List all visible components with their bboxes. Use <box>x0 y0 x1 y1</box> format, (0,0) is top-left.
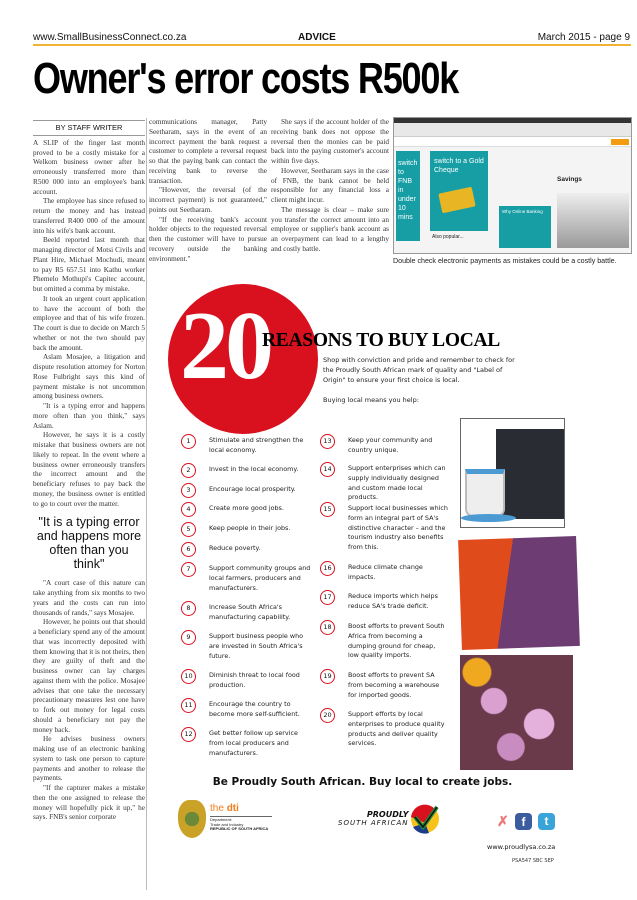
reason-item <box>181 504 311 517</box>
reason-item <box>181 603 311 623</box>
facebook-icon[interactable]: f <box>515 813 532 830</box>
reason-item <box>320 710 448 749</box>
reason-number-badge: 18 <box>320 620 335 635</box>
reason-number-badge: 8 <box>181 601 196 616</box>
article-paragraph: It took an urgent court application to have the account of both the employee and that of his wife frozen. The court is due to decide on March 5 whether or not the two should pay back the amount. <box>33 294 145 352</box>
reason-number-badge: 15 <box>320 502 335 517</box>
reason-number-badge: 3 <box>181 483 196 498</box>
reason-item <box>181 436 311 456</box>
reason-text: Reduce poverty. <box>209 544 261 552</box>
article-paragraph: communications manager, Patty Seetharam, says in the event of an incorrect payment the bank request a customer to complete a reversal request so that the paying bank can contact the receiving bank to reverse the transaction. <box>149 118 267 185</box>
reason-number-badge: 6 <box>181 542 196 557</box>
reason-item <box>181 544 311 557</box>
reason-number-badge: 11 <box>181 698 196 713</box>
ribbon-icon[interactable]: ✗ <box>497 815 509 830</box>
twitter-icon[interactable]: t <box>538 813 555 830</box>
article-paragraph: The message is clear – make sure you transfer the correct amount into an employee or supplier's bank account as an overpayment can lead to a lengthy and costly battle. <box>271 205 389 253</box>
article-photo-banking-website: switch to FNB in under 10 mins switch to a Gold Cheque Also popular... Why Online Banking Savings <box>393 117 632 254</box>
reason-item <box>181 671 311 691</box>
ad-code: PSA547 SBC SEP <box>512 858 554 864</box>
article-paragraph: She says if the account holder of the receiving bank does not oppose the reversal then the monies can be paid back into the paying customer's account within five days. <box>271 118 389 165</box>
article-paragraph: Beeld reported last month that managing director of Motsi Civils and Plant Hire, Michael Mochudi, meant to pay R5 657.51 into Kathu worker Phemelo Mothupi's Capitec account, but omitted a comma by mistake. <box>33 236 145 293</box>
reason-item <box>181 485 311 498</box>
article-paragraph: "A court case of this nature can take anything from six months to two years and the costs can run into thousands of rands," says Mosajee. <box>33 579 145 617</box>
big-number: 20 <box>180 292 270 400</box>
fnb-banner: switch to FNB in under 10 mins <box>396 151 420 241</box>
issue-page: March 2015 - page 9 <box>537 32 630 43</box>
reason-text: Reduce imports which helps reduce SA's trade deficit. <box>348 592 438 610</box>
article-paragraph: Aslam Mosajee, a litigation and dispute resolution attorney for Norton Rose Fulbright says this kind of payment mistake is not uncommon among business owners. <box>33 353 145 401</box>
article-paragraph: "However, the reversal (of the incorrect payment) is not guaranteed," points out Seetharam. <box>149 186 267 214</box>
reason-text: Boost efforts to prevent SA from becoming a warehouse for imported goods. <box>348 671 440 699</box>
reason-item <box>181 700 311 720</box>
reason-number-badge: 5 <box>181 522 196 537</box>
section-label: ADVICE <box>298 32 336 43</box>
photo-caption: Double check electronic payments as mistakes could be a costly battle. <box>393 257 617 265</box>
reason-number-badge: 19 <box>320 669 335 684</box>
article-paragraph: He advises business owners making use of an electronic banking system to task one person to capture payments and another to release the payments. <box>33 735 145 783</box>
reason-item <box>181 729 311 758</box>
site-url[interactable]: www.SmallBusinessConnect.co.za <box>33 32 187 43</box>
reason-text: Increase South Africa's manufacturing capability. <box>209 603 291 621</box>
ad-lead: Buying local means you help: <box>323 396 419 404</box>
reason-number-badge: 12 <box>181 727 196 742</box>
reason-text: Support efforts by local enterprises to produce quality products and deliver quality services. <box>348 710 445 748</box>
reason-number-badge: 10 <box>181 669 196 684</box>
reason-item <box>181 465 311 478</box>
article-paragraph: The employee has since refused to return the money and has instead transferred R400 000 of the amount into his wife's bank account. <box>33 197 145 235</box>
reason-text: Invest in the local economy. <box>209 465 299 473</box>
reason-number-badge: 20 <box>320 708 335 723</box>
ad-slogan: Be Proudly South African. Buy local to create jobs. <box>212 776 513 788</box>
reason-text: Boost efforts to prevent South Africa from becoming a dumping ground for cheap, low quality imports. <box>348 622 445 660</box>
product-photo-spices <box>458 536 580 650</box>
article-paragraph: "If the receiving bank's account holder objects to the requested reversal then the customer will have to pursue recovery outside the banking environment." <box>149 215 267 263</box>
reason-item <box>181 564 311 593</box>
reason-number-badge: 7 <box>181 562 196 577</box>
article-column-2 <box>149 118 267 268</box>
product-photo-mug <box>460 418 565 528</box>
article-paragraph: However, Seetharam says in the case of FNB, the bank cannot be held responsible for any financial loss a client might incur. <box>271 166 389 204</box>
reason-number-badge: 16 <box>320 561 335 576</box>
reason-text: Stimulate and strengthen the local economy. <box>209 436 304 454</box>
reason-item <box>320 563 448 583</box>
reason-text: Diminish threat to local food production. <box>209 671 300 689</box>
reason-number-badge: 13 <box>320 434 335 449</box>
reason-text: Encourage the country to become more self-sufficient. <box>209 700 300 718</box>
reason-item <box>181 524 311 537</box>
reason-text: Support community groups and local farmers, producers and manufacturers. <box>209 564 311 592</box>
article-column-1 <box>33 120 145 895</box>
pull-quote: "It is a typing error and happens more often than you think" <box>36 515 142 572</box>
reason-item <box>320 436 448 456</box>
reason-text: Encourage local prosperity. <box>209 485 296 493</box>
reason-text: Reduce climate change impacts. <box>348 563 423 581</box>
byline: BY STAFF WRITER <box>33 120 145 136</box>
reason-item <box>320 504 448 553</box>
proudly-sa-logo-text: PROUDLY SOUTH AFRICAN <box>338 810 409 827</box>
reason-item <box>320 592 448 612</box>
reason-text: Support enterprises which can supply individually designed and custom made local products. <box>348 464 446 502</box>
reason-number-badge: 4 <box>181 502 196 517</box>
article-paragraph: However, he points out that should a beneficiary spend any of the amount that was incorrectly deposited with them knowing that it is not theirs, then they are guilty of theft and the business owner can lay charges against them with the police. Mosajee advises that one take the necessary precautionary measures lest one have to fork out money for legal costs should a beneficiary not pay the money back. <box>33 618 145 734</box>
article-column-3 <box>271 118 389 268</box>
reason-number-badge: 17 <box>320 590 335 605</box>
reason-text: Support local businesses which form an integral part of SA's distinctive character – and the tourism industry also benefits from this. <box>348 504 448 552</box>
product-photo-proteas <box>460 655 573 770</box>
reason-text: Keep people in their jobs. <box>209 524 291 532</box>
reason-item <box>320 464 448 503</box>
reason-text: Create more good jobs. <box>209 504 284 512</box>
gold-cheque-banner: switch to a Gold Cheque <box>430 151 488 231</box>
dti-logo-text: Department: Trade and Industry REPUBLIC OF SOUTH AFRICA <box>210 817 269 831</box>
ad-intro: Shop with conviction and pride and remember to check for the Proudly South African mark of quality and "Label of Origin" to ensure your first choice is local. <box>323 356 515 384</box>
article-paragraph: "If the capturer makes a mistake then the one assigned to release the money will hopefully pick it up," he says. FNB's senior corporate <box>33 784 145 822</box>
headline: Owner's error costs R500k <box>33 54 459 103</box>
reason-number-badge: 9 <box>181 630 196 645</box>
column-divider <box>146 118 147 890</box>
reason-text: Keep your community and country unique. <box>348 436 433 454</box>
reason-text: Get better follow up service from local producers and manufacturers. <box>209 729 298 757</box>
reason-item <box>181 632 311 661</box>
reason-number-badge: 1 <box>181 434 196 449</box>
coat-of-arms-icon <box>178 800 206 838</box>
savings-jar-image <box>557 193 629 248</box>
reason-number-badge: 14 <box>320 462 335 477</box>
article-paragraph: A SLIP of the finger last month proved to be a costly mistake for a Welkom business owner after he erroneously transferred more than R500 000 into an employee's bank account. <box>33 138 145 196</box>
reason-number-badge: 2 <box>181 463 196 478</box>
ad-heading: REASONS TO BUY LOCAL <box>262 330 500 351</box>
article-paragraph: However, he says it is a costly mistake that business owners are not likely to repeat. In the event where a business owner erroneously transfers the incorrect amount and the beneficiary refuses to pay back the money, the business owner is entitled to go to court over the matter. <box>33 431 145 508</box>
article-paragraph: "It is a typing error and happens more often than you think," says Aslam. <box>33 402 145 430</box>
reason-item <box>320 622 448 661</box>
proudly-sa-website[interactable]: www.proudlysa.co.za <box>487 843 556 851</box>
reason-text: Support business people who are invested in South Africa's future. <box>209 632 304 660</box>
header-rule <box>33 44 631 46</box>
proudly-sa-checkmark-logo <box>409 803 441 835</box>
reason-item <box>320 671 448 700</box>
